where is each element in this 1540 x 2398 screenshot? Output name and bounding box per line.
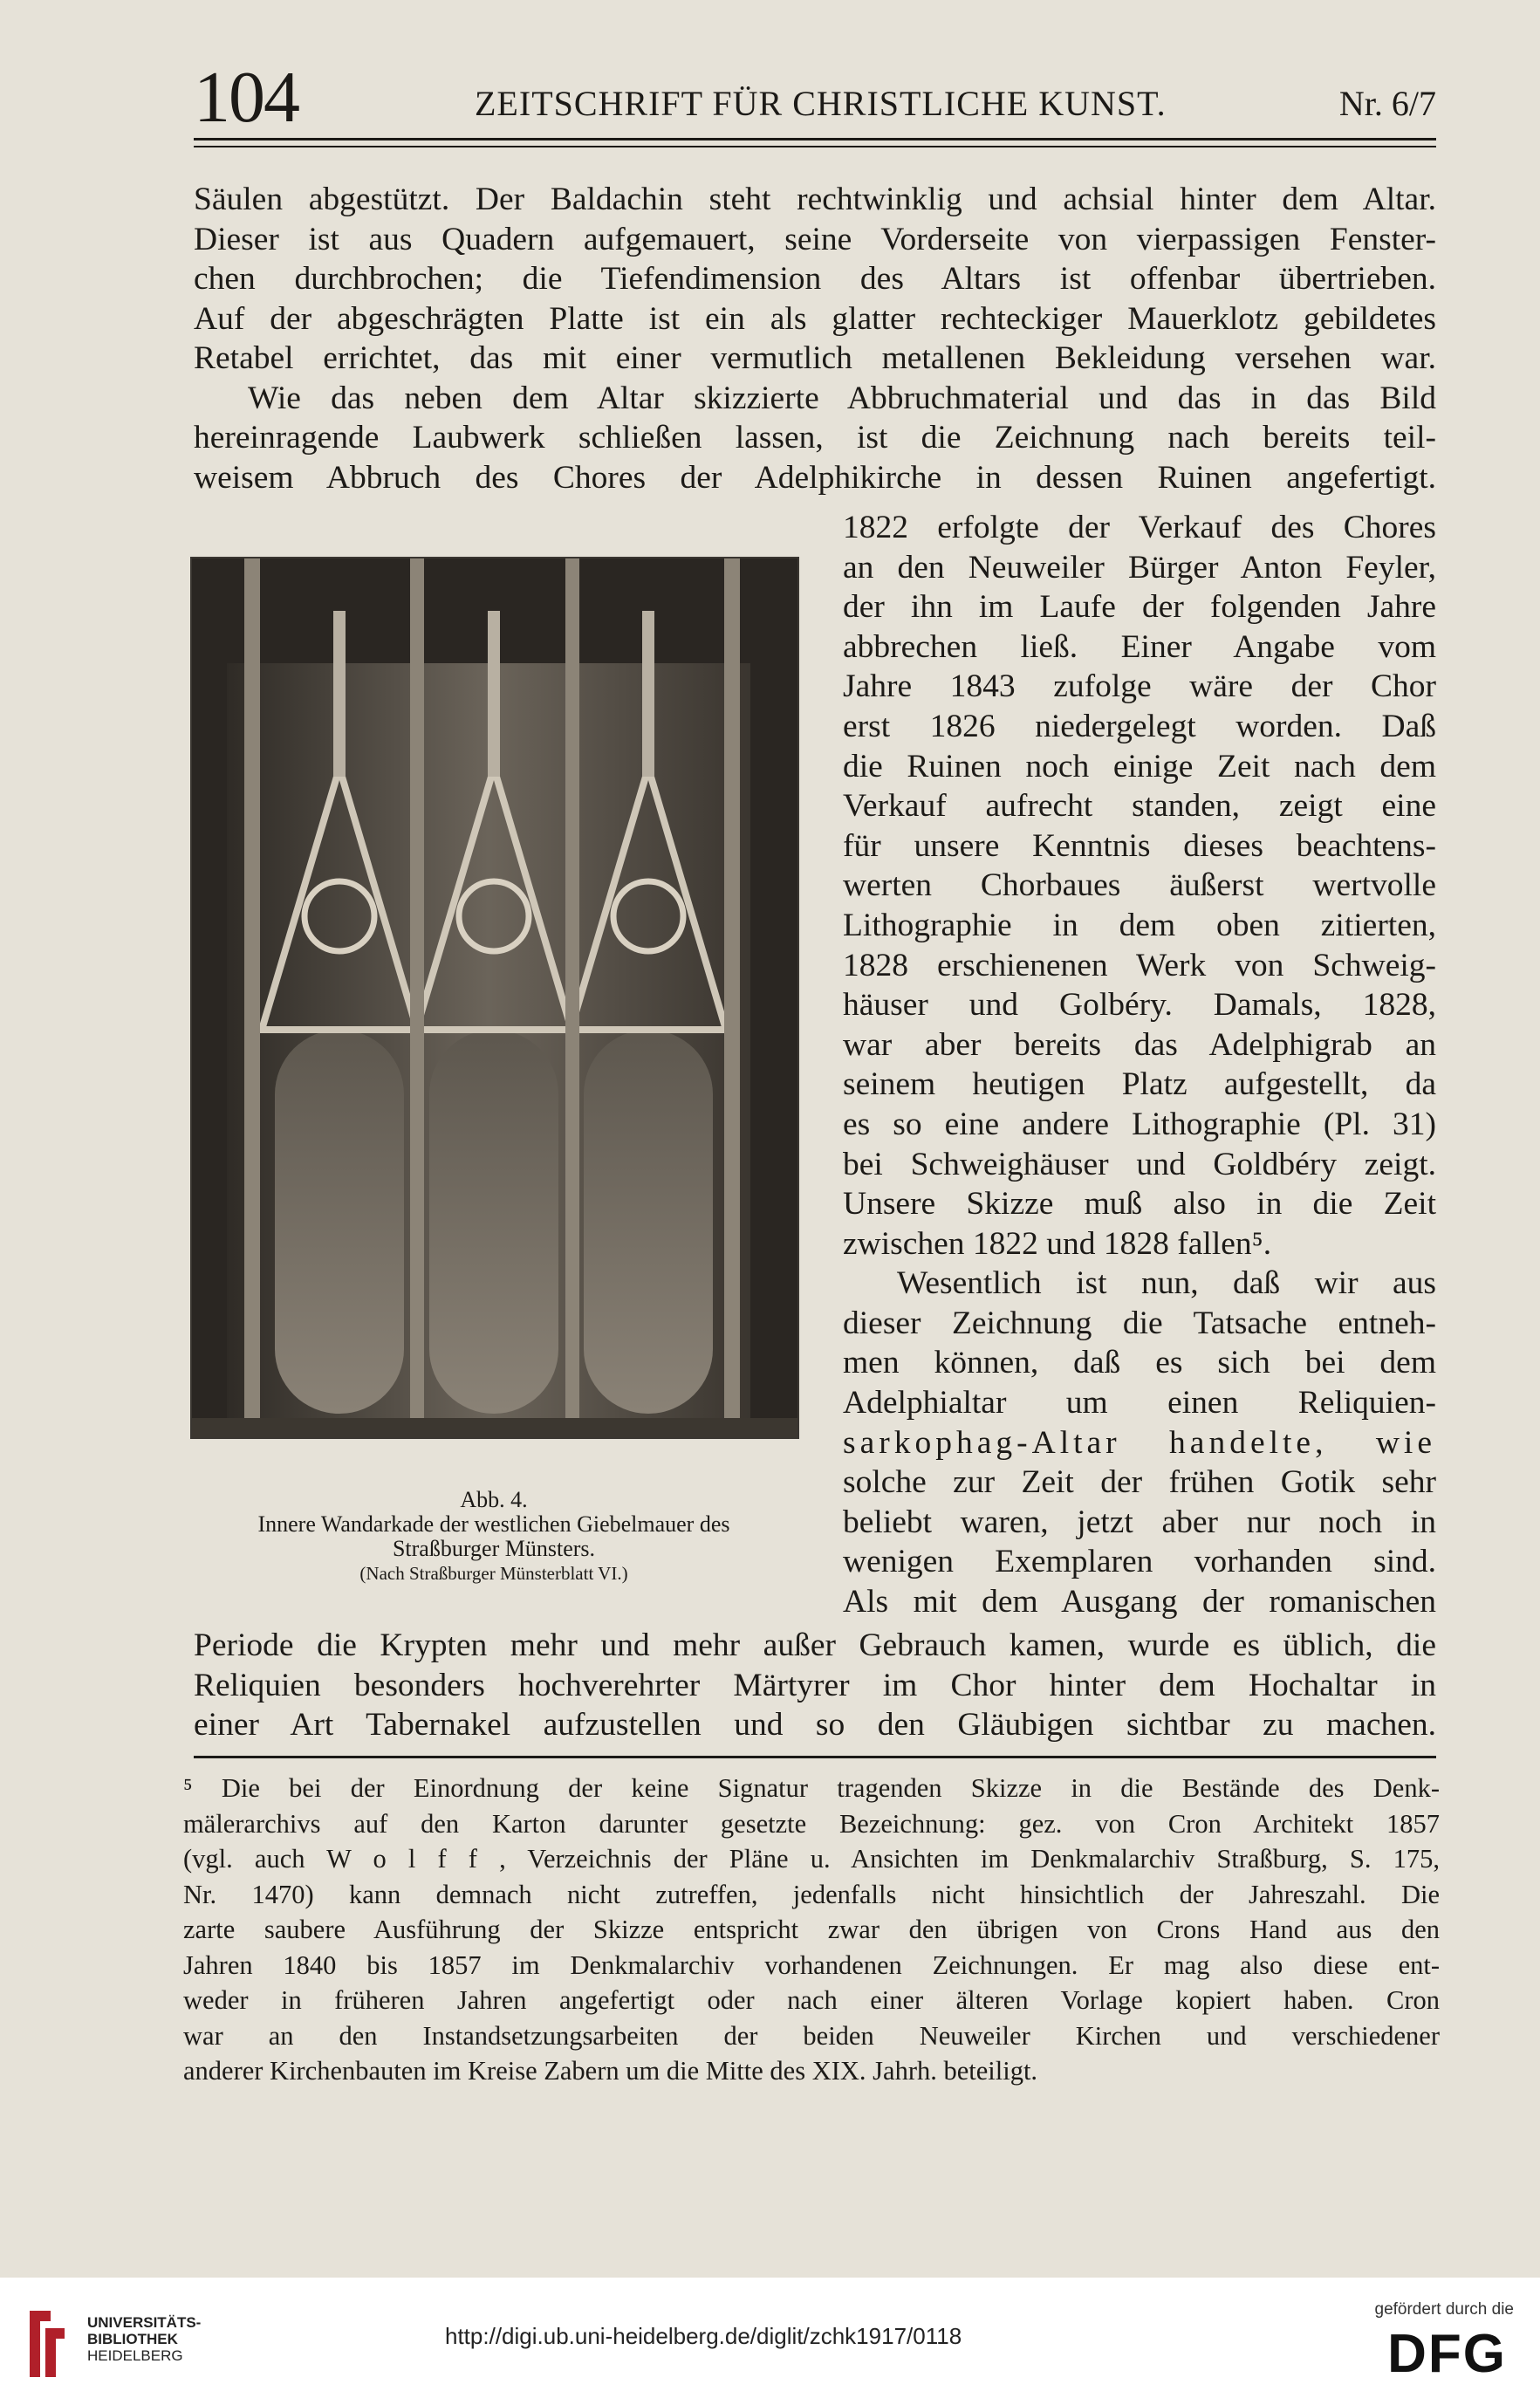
- footnote: [183, 1771, 1440, 2089]
- text-line: Als mit dem Ausgang der romanischen: [843, 1584, 1436, 1620]
- text-line: die Ruinen noch einige Zeit nach dem: [843, 748, 1436, 784]
- text-line: Wie das neben dem Altar skizzierte Abbruchmaterial und das in das Bild: [248, 380, 1436, 416]
- text-line: Unsere Skizze muß also in die Zeit: [843, 1186, 1436, 1223]
- footnote-line: Nr. 1470) kann demnach nicht zutreffen, jedenfalls nicht hinsichtlich der Jahreszahl. Die: [183, 1879, 1440, 1909]
- text-line: Reliquien besonders hochverehrter Märtyrer im Chor hinter dem Hochaltar in: [194, 1667, 1436, 1703]
- text-line: Jahre 1843 zufolge wäre der Chor: [843, 668, 1436, 705]
- text-line: Auf der abgeschrägten Platte ist ein als glatter rechteckiger Mauerklotz gebildetes: [194, 300, 1436, 337]
- header-rule-double: [194, 146, 1436, 147]
- footnote-line: (vgl. auch W o l f f , Verzeichnis der Pläne u. Ansichten im Denkmalarchiv Straßburg, S. 175,: [183, 1844, 1440, 1874]
- library-name-line: UNIVERSITÄTS-: [87, 2314, 202, 2331]
- library-name: [87, 2314, 201, 2364]
- text-line: weisem Abbruch des Chores der Adelphikirche in dessen Ruinen angefertigt.: [194, 459, 1436, 496]
- text-line: war aber bereits das Adelphigrab an: [843, 1026, 1436, 1063]
- text-line: Dieser ist aus Quadern aufgemauert, seine Vorderseite von vierpassigen Fenster-: [194, 221, 1436, 257]
- text-line: Verkauf aufrecht standen, zeigt eine: [843, 788, 1436, 825]
- text-line: abbrechen ließ. Einer Angabe vom: [843, 628, 1436, 665]
- text-line: solche zur Zeit der frühen Gotik sehr: [843, 1464, 1436, 1501]
- text-line: Säulen abgestützt. Der Baldachin steht rechtwinklig und achsial hinter dem Altar.: [194, 182, 1436, 217]
- text-line: 1828 erschienenen Werk von Schweig-: [843, 947, 1436, 983]
- header-rule: [194, 138, 1436, 140]
- footnote-line: zarte saubere Ausführung der Skizze entspricht zwar den übrigen von Crons Hand aus den: [183, 1915, 1440, 1944]
- footnote-line: mälerarchivs auf den Karton darunter gesetzte Bezeichnung: gez. von Cron Architekt 1857: [183, 1808, 1440, 1839]
- caption-source: (Nach Straßburger Münsterblatt VI.): [359, 1563, 628, 1584]
- text-line: bei Schweighäuser und Goldbéry zeigt.: [843, 1146, 1436, 1182]
- university-library-logo-icon: [24, 2304, 70, 2384]
- text-line: zwischen 1822 und 1828 fallen⁵.: [843, 1225, 1272, 1262]
- library-name-line: HEIDELBERG: [87, 2347, 183, 2364]
- body-top-text: [194, 180, 1436, 497]
- figure-caption: [180, 1488, 808, 1586]
- text-line: Wesentlich ist nun, daß wir aus: [897, 1265, 1436, 1302]
- text-line: Adelphialtar um einen Reliquien-: [843, 1385, 1436, 1422]
- footnote-line: anderer Kirchenbauten im Kreise Zabern um die Mitte des XIX. Jahrh. beteiligt.: [183, 2056, 1038, 2086]
- footnote-rule: [194, 1756, 1436, 1758]
- body-column-text: [843, 508, 1436, 1622]
- text-line: chen durchbrochen; die Tiefendimension des Altars ist offenbar übertrieben.: [194, 261, 1436, 297]
- figure-photograph: [190, 557, 799, 1439]
- issue-number: Nr. 6/7: [1338, 84, 1436, 123]
- text-line: Lithographie in dem oben zitierten,: [843, 907, 1436, 943]
- text-line: für unsere Kenntnis dieses beachtens-: [843, 827, 1436, 864]
- journal-title: ZEITSCHRIFT FÜR CHRISTLICHE KUNST.: [475, 84, 1167, 123]
- text-line: erst 1826 niedergelegt worden. Daß: [843, 708, 1436, 744]
- digitization-footer: [0, 2278, 1540, 2398]
- text-line: häuser und Golbéry. Damals, 1828,: [843, 987, 1436, 1024]
- footnote-line: war an den Instandsetzungsarbeiten der beiden Neuweiler Kirchen und verschiedener: [183, 2020, 1440, 2051]
- text-line: werten Chorbaues äußerst wertvolle: [843, 867, 1436, 904]
- text-line: beliebt waren, jetzt aber nur noch in: [843, 1504, 1436, 1540]
- text-line: hereinragende Laubwerk schließen lassen, ist die Zeichnung nach bereits teil-: [194, 420, 1436, 456]
- caption-line: Straßburger Münsters.: [392, 1536, 596, 1561]
- funder-label: gefördert durch die: [1374, 2300, 1514, 2319]
- gothic-arcade-image: [192, 558, 797, 1437]
- footnote-line: weder in früheren Jahren angefertigt oder nach einer älteren Vorlage kopiert haben. Cron: [183, 1985, 1440, 2015]
- text-line: men können, daß es sich bei dem: [843, 1345, 1436, 1381]
- caption-line: Innere Wandarkade der westlichen Giebelmauer des: [257, 1511, 730, 1537]
- text-line: einer Art Tabernakel aufzustellen und so den Gläubigen sichtbar zu machen.: [194, 1707, 1436, 1743]
- text-line: Retabel errichtet, das mit einer vermutlich metallenen Bekleidung versehen war.: [194, 340, 1436, 376]
- text-line: wenigen Exemplaren vorhanden sind.: [843, 1544, 1436, 1580]
- page-number: 104: [194, 57, 298, 138]
- library-name-line: BIBLIOTHEK: [87, 2331, 178, 2347]
- text-line: es so eine andere Lithographie (Pl. 31): [843, 1106, 1436, 1142]
- text-line: dieser Zeichnung die Tatsache entneh-: [843, 1305, 1436, 1341]
- text-line: Periode die Krypten mehr und mehr außer Gebrauch kamen, wurde es üblich, die: [194, 1627, 1436, 1663]
- text-line: 1822 erfolgte der Verkauf des Chores: [843, 510, 1436, 545]
- dfg-logo: DFG: [1387, 2324, 1507, 2384]
- text-line: an den Neuweiler Bürger Anton Feyler,: [843, 549, 1436, 586]
- text-line: der ihn im Laufe der folgenden Jahre: [843, 589, 1436, 626]
- body-bottom-text: [194, 1626, 1436, 1745]
- source-url-link[interactable]: http://digi.ub.uni-heidelberg.de/diglit/zchk1917/0118: [445, 2323, 962, 2349]
- footnote-line: Jahren 1840 bis 1857 im Denkmalarchiv vorhandenen Zeichnungen. Er mag also diese ent-: [183, 1949, 1440, 1980]
- figure-label: Abb. 4.: [460, 1487, 528, 1512]
- text-line: seinem heutigen Platz aufgestellt, da: [843, 1066, 1436, 1103]
- footnote-line: ⁵ Die bei der Einordnung der keine Signatur tragenden Skizze in die Bestände des Denk-: [183, 1773, 1440, 1803]
- page-header: [194, 57, 1436, 157]
- text-line: sarkophag-Altar handelte, wie: [843, 1424, 1436, 1461]
